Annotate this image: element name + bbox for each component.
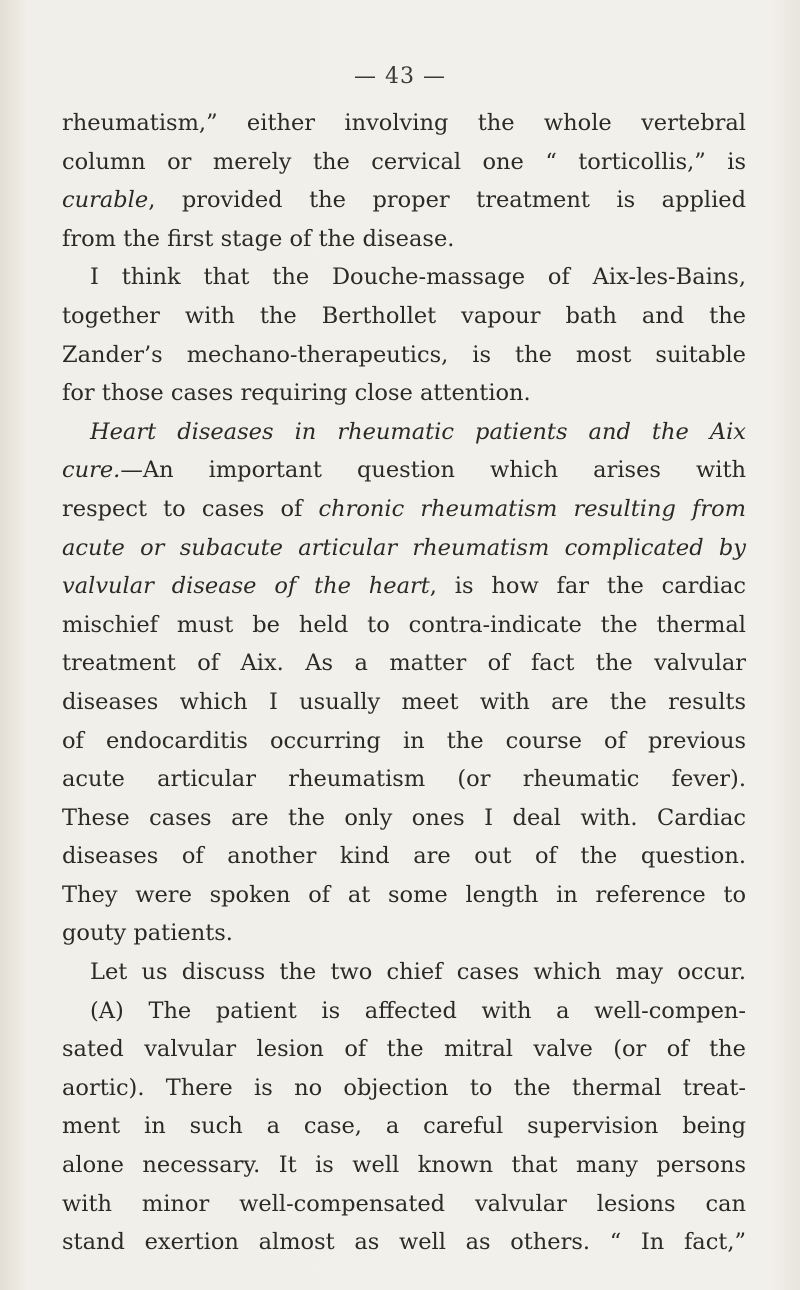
- text-line: [62, 258, 746, 297]
- text-run: gouty patients.: [62, 920, 233, 947]
- text-run: The patient is affected with a well-compen-: [123, 997, 746, 1024]
- text-line: [62, 529, 746, 568]
- text-run: diseases which I usually meet with are the results: [62, 688, 746, 715]
- text-line: [62, 143, 746, 182]
- text-line: [62, 992, 746, 1031]
- text-line: [62, 606, 746, 645]
- text-run: , is how far the cardiac: [429, 573, 746, 600]
- text-run: diseases of another kind are out of the question.: [62, 843, 746, 870]
- text-run: Let us discuss the two chief cases which may occur.: [90, 959, 746, 986]
- italic-run: cure.: [62, 457, 121, 484]
- italic-run: acute or subacute articular rheumatism complicated by: [62, 534, 746, 561]
- text-line: [62, 1223, 746, 1262]
- text-run: sated valvular lesion of the mitral valve (or of the: [62, 1036, 746, 1063]
- text-line: [62, 837, 746, 876]
- text-run: Zander’s mechano-therapeutics, is the most suitable: [62, 341, 746, 368]
- text-run: rheumatism,” either involving the whole vertebral: [62, 110, 746, 136]
- text-run: aortic). There is no objection to the thermal treat-: [62, 1074, 746, 1101]
- text-run: They were spoken of at some length in reference to: [62, 881, 746, 908]
- text-line: [62, 104, 746, 143]
- text-run: I think that the Douche-massage of Aix-les-Bains,: [90, 264, 746, 291]
- text-line: [62, 1146, 746, 1185]
- text-run: (A): [90, 997, 124, 1024]
- text-run: of endocarditis occurring in the course of previous: [62, 727, 746, 754]
- text-line: [62, 567, 746, 606]
- text-run: from the first stage of the disease.: [62, 225, 455, 252]
- text-run: These cases are the only ones I deal with. Cardiac: [62, 804, 746, 831]
- text-line: [62, 297, 746, 336]
- text-line: [62, 683, 746, 722]
- page-number: — 43 —: [354, 64, 446, 89]
- text-run: column or merely the cervical one “ torticollis,” is: [62, 148, 746, 175]
- text-line: [62, 413, 746, 452]
- body-text: [62, 104, 746, 1262]
- text-run: with minor well-compensated valvular lesions can: [62, 1190, 746, 1217]
- text-line: [62, 1069, 746, 1108]
- text-line: [62, 1030, 746, 1069]
- italic-run: chronic rheumatism resulting from: [318, 495, 746, 522]
- text-line: [62, 451, 746, 490]
- text-run: , provided the proper treatment is applied: [148, 187, 746, 214]
- text-run: acute articular rheumatism (or rheumatic fever).: [62, 766, 746, 793]
- text-line: [62, 876, 746, 915]
- text-line: [62, 722, 746, 761]
- text-run: stand exertion almost as well as others. “ In fact,”: [62, 1229, 746, 1256]
- text-run: treatment of Aix. As a matter of fact the valvular: [62, 650, 746, 677]
- text-line: [62, 799, 746, 838]
- italic-run: Heart diseases in rheumatic patients and the Aix: [90, 418, 746, 445]
- italic-run: valvular disease of the heart: [62, 573, 430, 600]
- text-line: [62, 644, 746, 683]
- text-run: respect to cases of: [62, 495, 319, 522]
- text-run: —An important question which arises with: [120, 457, 746, 484]
- text-run: for those cases requiring close attention.: [62, 380, 531, 407]
- text-line: [62, 220, 746, 259]
- text-run: mischief must be held to contra-indicate the thermal: [62, 611, 746, 638]
- text-line: [62, 181, 746, 220]
- italic-run: curable: [62, 187, 149, 214]
- text-line: [62, 1107, 746, 1146]
- text-line: [62, 336, 746, 375]
- text-line: [62, 914, 746, 953]
- text-line: [62, 1185, 746, 1224]
- text-run: alone necessary. It is well known that many persons: [62, 1152, 746, 1179]
- text-run: ment in such a case, a careful supervision being: [62, 1113, 746, 1140]
- text-line: [62, 953, 746, 992]
- text-line: [62, 490, 746, 529]
- text-run: together with the Berthollet vapour bath and the: [62, 302, 746, 329]
- text-line: [62, 374, 746, 413]
- text-line: [62, 760, 746, 799]
